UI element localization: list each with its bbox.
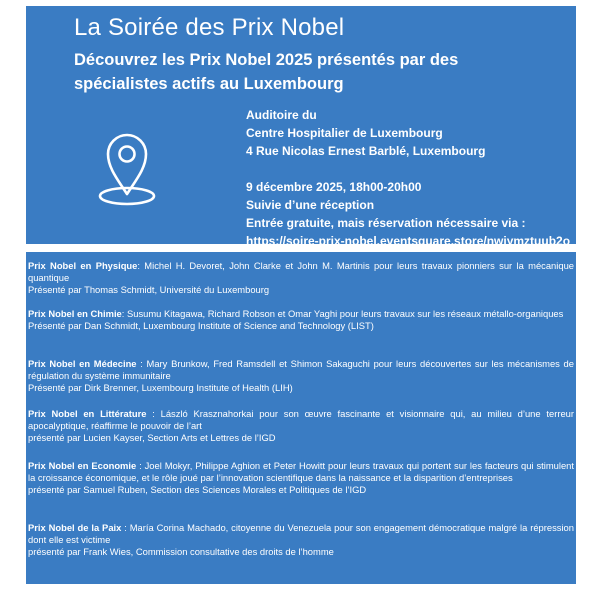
prize-label: Prix Nobel en Chimie [28, 308, 122, 319]
prize-presenter: Présenté par Dirk Brenner, Luxembourg Institute of Health (LIH) [28, 382, 293, 393]
prize-physics [28, 260, 574, 296]
prize-label: Prix Nobel en Littérature [28, 408, 147, 419]
prize-description: : Joel Mokyr, Philippe Aghion et Peter Howitt pour leurs travaux qui portent sur les facteurs qui stimulent la croissance économique, et le rôle joué par l’innovation scientifique dans la naissance et la disparition d’entreprises [28, 460, 574, 483]
prize-economics [28, 460, 574, 496]
prize-literature [28, 408, 574, 444]
prize-description: : Michel H. Devoret, John Clarke et John M. Martinis pour leurs travaux pionniers sur la mécanique quantique [28, 260, 574, 283]
event-reception: Suivie d’une réception [246, 198, 375, 212]
prize-presenter: Présenté par Dan Schmidt, Luxembourg Institute of Science and Technology (LIST) [28, 320, 374, 331]
event-entry: Entrée gratuite, mais réservation nécessaire via : [246, 216, 526, 230]
prizes-panel [26, 252, 576, 584]
header-panel [26, 6, 576, 248]
venue-address: 4 Rue Nicolas Ernest Barblé, Luxembourg [246, 144, 486, 158]
page-title: La Soirée des Prix Nobel [74, 14, 345, 41]
prize-presenter: Présenté par Thomas Schmidt, Université du Luxembourg [28, 284, 270, 295]
prize-label: Prix Nobel en Physique [28, 260, 138, 271]
prize-peace [28, 522, 574, 558]
prize-description: : Susumu Kitagawa, Richard Robson et Omar Yaghi pour leurs travaux sur les réseaux métallo-organiques [121, 308, 564, 319]
prize-description: : Mary Brunkow, Fred Ramsdell et Shimon Sakaguchi pour leurs découvertes sur les mécanismes de régulation du système immunitaire [28, 358, 574, 381]
prize-presenter: présenté par Lucien Kayser, Section Arts et Lettres de l’IGD [28, 432, 276, 443]
prize-presenter: présenté par Samuel Ruben, Section des Sciences Morales et Politiques de l’IGD [28, 484, 367, 495]
prize-description: : María Corina Machado, citoyenne du Venezuela pour son engagement démocratique malgré la répression dont elle est victime [28, 522, 574, 545]
venue-line-1: Auditoire du [246, 108, 317, 122]
prize-label: Prix Nobel de la Paix [28, 522, 122, 533]
page-subtitle [74, 48, 594, 96]
event-date-time: 9 décembre 2025, 18h00-20h00 [246, 180, 422, 194]
prize-label: Prix Nobel en Economie [28, 460, 137, 471]
event-info [246, 106, 570, 250]
prize-description: : László Krasznahorkai pour son œuvre fascinante et visionnaire qui, au milieu d’une terreur apocalyptique, réaffirme le pouvoir de l’art [28, 408, 574, 431]
prize-medicine [28, 358, 574, 394]
prize-chemistry [28, 308, 574, 332]
subtitle-line-1: Découvrez les Prix Nobel 2025 présentés par des [74, 51, 459, 69]
reservation-link[interactable]: https://soire-prix-nobel.eventsquare.store/nwiymztuub2o [246, 234, 571, 248]
prize-presenter: présenté par Frank Wies, Commission consultative des droits de l’homme [28, 546, 334, 557]
map-pin-icon [96, 128, 158, 208]
subtitle-line-2: spécialistes actifs au Luxembourg [74, 75, 344, 93]
venue-line-2: Centre Hospitalier de Luxembourg [246, 126, 443, 140]
prize-label: Prix Nobel en Médecine [28, 358, 137, 369]
